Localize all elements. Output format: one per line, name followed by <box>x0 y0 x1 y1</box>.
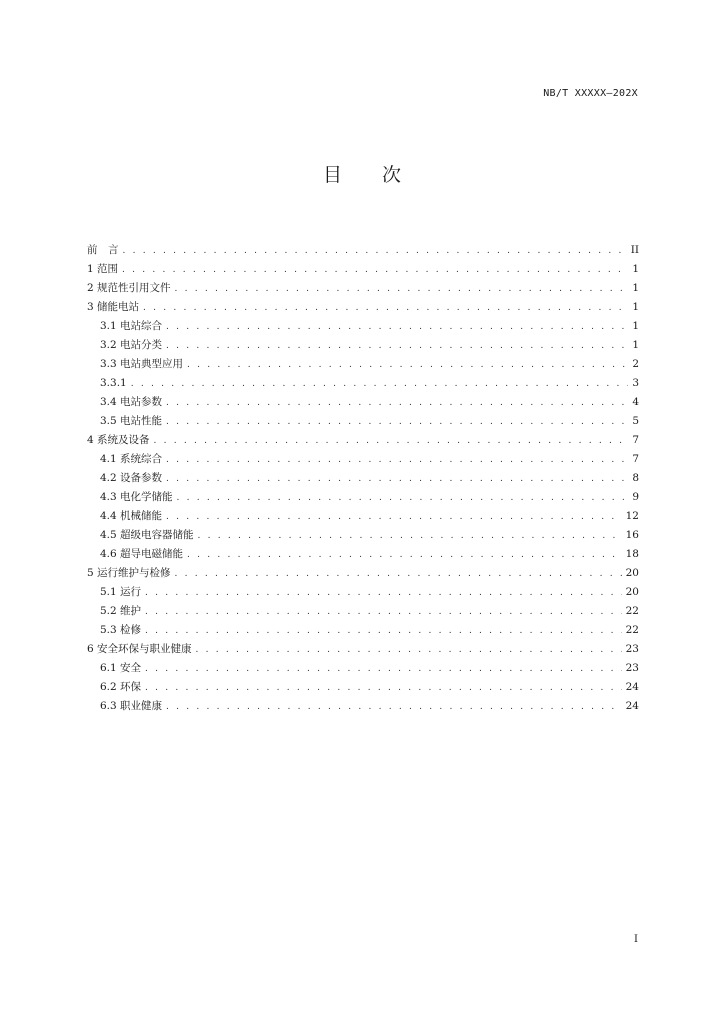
title-char-1: 目 <box>322 164 342 186</box>
toc-entry[interactable] <box>87 260 639 279</box>
toc-entry-page: 18 <box>625 548 639 560</box>
toc-entry[interactable] <box>87 355 639 374</box>
toc-entry-page: 1 <box>632 263 639 275</box>
toc-entry[interactable] <box>87 393 639 412</box>
toc-entry-page: 12 <box>625 510 639 522</box>
toc-entry-label: 3.4 电站参数 <box>100 396 163 408</box>
toc-entry-page: II <box>630 244 639 256</box>
toc-dot-leader <box>145 622 622 640</box>
toc-entry-page: 20 <box>625 567 639 579</box>
toc-entry-page: 9 <box>632 491 639 503</box>
toc-entry-page: 16 <box>625 529 639 541</box>
toc-dot-leader <box>187 546 622 564</box>
toc-entry-label: 6.2 环保 <box>100 681 142 693</box>
page-title <box>0 160 724 187</box>
toc-dot-leader <box>166 508 622 526</box>
toc-dot-leader <box>166 451 628 469</box>
toc-entry-label: 6.3 职业健康 <box>100 700 163 712</box>
toc-dot-leader <box>166 337 628 355</box>
toc-dot-leader <box>177 489 629 507</box>
toc-entry-page: 23 <box>625 643 639 655</box>
toc-entry-label: 3.2 电站分类 <box>100 339 163 351</box>
toc-entry[interactable] <box>87 602 639 621</box>
toc-entry-page: 1 <box>632 301 639 313</box>
toc-entry[interactable] <box>87 583 639 602</box>
toc-entry-label: 4.1 系统综合 <box>100 453 163 465</box>
toc-entry-page: 24 <box>625 681 639 693</box>
toc-entry[interactable] <box>87 412 639 431</box>
toc-entry-page: 2 <box>632 358 639 370</box>
page-number: I <box>634 934 638 945</box>
toc-entry-page: 20 <box>625 586 639 598</box>
toc-entry[interactable] <box>87 526 639 545</box>
toc-dot-leader <box>145 584 622 602</box>
toc-entry[interactable] <box>87 279 639 298</box>
toc-entry-page: 22 <box>625 624 639 636</box>
table-of-contents <box>87 241 639 716</box>
toc-entry-label: 5.3 检修 <box>100 624 142 636</box>
toc-entry-label: 4.5 超级电容器储能 <box>100 529 194 541</box>
toc-entry[interactable] <box>87 621 639 640</box>
toc-entry-label: 2 规范性引用文件 <box>87 282 171 294</box>
toc-entry[interactable] <box>87 298 639 317</box>
toc-entry-page: 23 <box>625 662 639 674</box>
toc-entry[interactable] <box>87 488 639 507</box>
toc-entry[interactable] <box>87 374 639 393</box>
toc-entry-label: 1 范围 <box>87 263 119 275</box>
toc-entry[interactable] <box>87 564 639 583</box>
toc-entry[interactable] <box>87 241 639 260</box>
toc-entry[interactable] <box>87 697 639 716</box>
toc-dot-leader <box>154 432 629 450</box>
toc-entry[interactable] <box>87 640 639 659</box>
toc-entry[interactable] <box>87 659 639 678</box>
toc-entry[interactable] <box>87 450 639 469</box>
toc-dot-leader <box>122 261 628 279</box>
toc-entry-page: 1 <box>632 320 639 332</box>
toc-dot-leader <box>175 565 622 583</box>
toc-dot-leader <box>166 470 628 488</box>
toc-entry-label: 前 言 <box>87 244 119 256</box>
toc-entry-label: 3.3.1 <box>100 377 127 389</box>
toc-dot-leader <box>166 318 628 336</box>
toc-dot-leader <box>166 698 622 716</box>
toc-dot-leader <box>143 299 628 317</box>
toc-entry-page: 8 <box>632 472 639 484</box>
toc-entry-page: 7 <box>632 453 639 465</box>
toc-dot-leader <box>145 603 622 621</box>
toc-entry-label: 4.3 电化学储能 <box>100 491 173 503</box>
toc-dot-leader <box>145 679 622 697</box>
toc-entry-label: 3.5 电站性能 <box>100 415 163 427</box>
toc-entry-page: 7 <box>632 434 639 446</box>
toc-dot-leader <box>187 356 628 374</box>
toc-entry-label: 5.2 维护 <box>100 605 142 617</box>
toc-dot-leader <box>196 641 622 659</box>
toc-entry-page: 3 <box>632 377 639 389</box>
toc-entry-label: 6 安全环保与职业健康 <box>87 643 192 655</box>
toc-entry-page: 1 <box>632 282 639 294</box>
toc-entry[interactable] <box>87 336 639 355</box>
toc-entry-label: 6.1 安全 <box>100 662 142 674</box>
document-code: NB/T XXXXX—202X <box>543 88 638 99</box>
toc-entry-label: 3 储能电站 <box>87 301 140 313</box>
toc-entry-page: 5 <box>632 415 639 427</box>
toc-entry[interactable] <box>87 545 639 564</box>
toc-dot-leader <box>145 660 622 678</box>
toc-entry-label: 4 系统及设备 <box>87 434 150 446</box>
toc-dot-leader <box>123 242 627 260</box>
toc-dot-leader <box>198 527 622 545</box>
toc-entry[interactable] <box>87 678 639 697</box>
toc-dot-leader <box>131 375 629 393</box>
toc-entry-label: 5 运行维护与检修 <box>87 567 171 579</box>
toc-entry-label: 3.1 电站综合 <box>100 320 163 332</box>
toc-entry-page: 1 <box>632 339 639 351</box>
toc-entry-page: 24 <box>625 700 639 712</box>
toc-entry-label: 5.1 运行 <box>100 586 142 598</box>
toc-entry-label: 4.4 机械储能 <box>100 510 163 522</box>
toc-dot-leader <box>175 280 629 298</box>
toc-dot-leader <box>166 413 628 431</box>
toc-dot-leader <box>166 394 628 412</box>
toc-entry[interactable] <box>87 469 639 488</box>
toc-entry[interactable] <box>87 507 639 526</box>
toc-entry-page: 22 <box>625 605 639 617</box>
toc-entry[interactable] <box>87 431 639 450</box>
title-char-2: 次 <box>382 164 402 186</box>
toc-entry-label: 4.6 超导电磁储能 <box>100 548 184 560</box>
toc-entry-label: 3.3 电站典型应用 <box>100 358 184 370</box>
toc-entry-page: 4 <box>632 396 639 408</box>
toc-entry-label: 4.2 设备参数 <box>100 472 163 484</box>
toc-entry[interactable] <box>87 317 639 336</box>
